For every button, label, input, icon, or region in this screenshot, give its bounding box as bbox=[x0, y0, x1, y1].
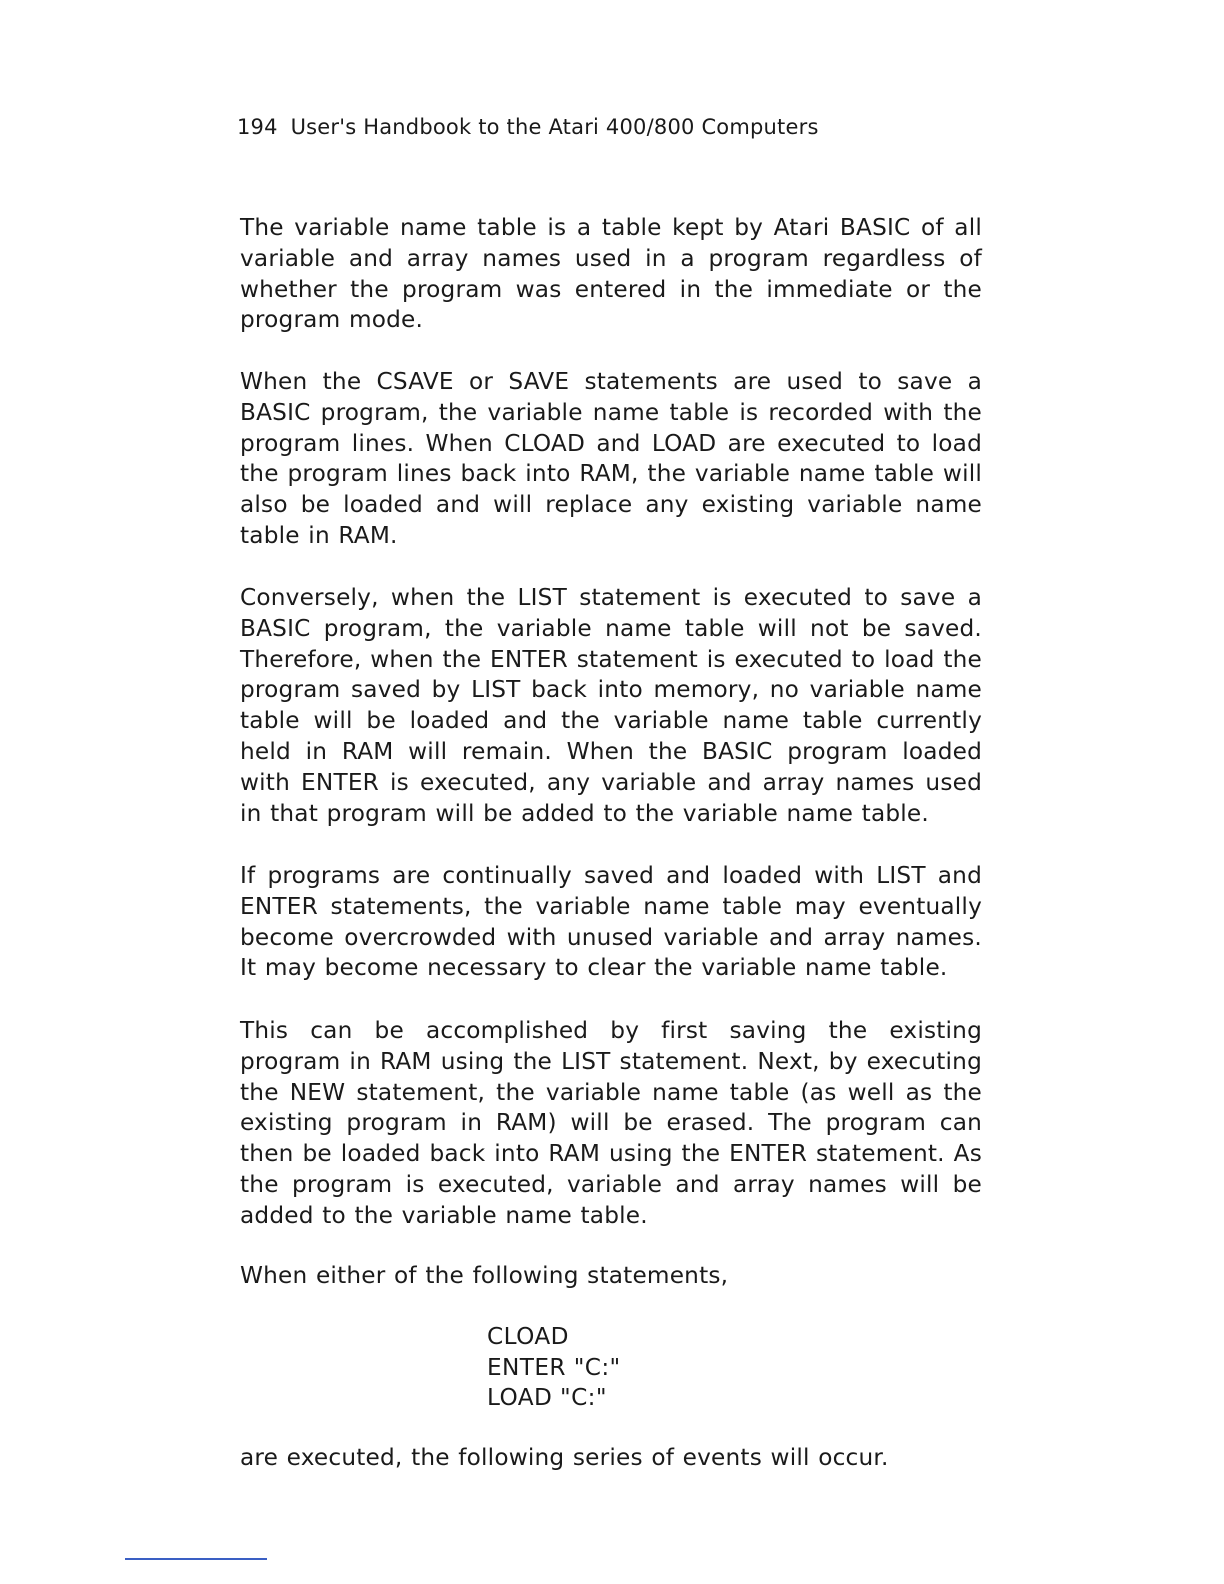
paragraph-csave-save: When the CSAVE or SAVE statements are used to save a BASIC program, the variable name table is recorded with the program lines. When CLOAD and LOAD are executed to load the program lines back into RAM, the variable name table will also be loaded and will replace any existing variable name table in RAM. bbox=[240, 368, 982, 549]
book-title: User's Handbook to the Atari 400/800 Computers bbox=[290, 115, 819, 139]
paragraph-events: are executed, the following series of events will occur. bbox=[240, 1444, 889, 1471]
running-header bbox=[237, 113, 819, 141]
code-line-enter: ENTER "C:" bbox=[487, 1353, 621, 1381]
paragraph-statements-intro: When either of the following statements, bbox=[240, 1262, 729, 1289]
page-number: 194 bbox=[237, 115, 278, 139]
code-line-load: LOAD "C:" bbox=[487, 1384, 607, 1411]
code-listing bbox=[487, 1322, 621, 1414]
paragraph-clearing-table: This can be accomplished by first saving the existing program in RAM using the LIST statement. Next, by executing the NEW statement, the variable name table (as well as the existing program in RAM) will be erased. The program can then be loaded back into RAM using the ENTER statement. As the program is executed, variable and array names will be added to the variable name table. bbox=[240, 1017, 982, 1229]
code-line-cload: CLOAD bbox=[487, 1323, 569, 1350]
paragraph-variable-name-table: The variable name table is a table kept by Atari BASIC of all variable and array names used in a program regardless of whether the program was entered in the immediate or the program mode. bbox=[240, 214, 982, 334]
paragraph-overcrowded-table: If programs are continually saved and loaded with LIST and ENTER statements, the variable name table may eventually become overcrowded with unused variable and array names. It may become necessary to clear the variable name table. bbox=[240, 862, 982, 982]
footer-rule bbox=[125, 1558, 267, 1560]
paragraph-list-enter: Conversely, when the LIST statement is executed to save a BASIC program, the variable name table will not be saved. Therefore, when the ENTER statement is executed to load the program saved by LIST back into memory, no variable name table will be loaded and the variable name table currently held in RAM will remain. When the BASIC program loaded with ENTER is executed, any variable and array names used in that program will be added to the variable name table. bbox=[240, 584, 982, 827]
